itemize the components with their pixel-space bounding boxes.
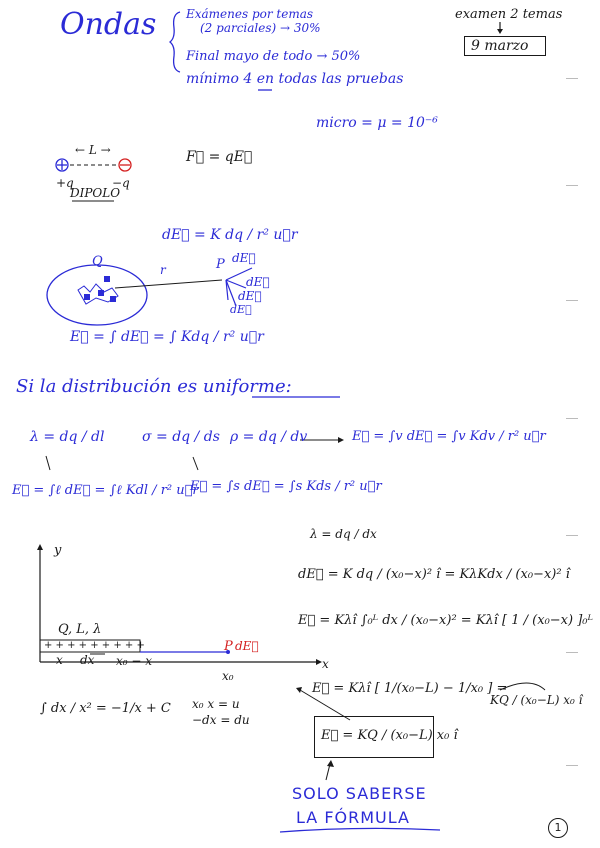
note-line-1: SOLO SABERSE	[292, 784, 427, 803]
point-label: P	[216, 257, 225, 272]
x-axis-label: x	[322, 657, 329, 671]
note-line-2: LA FÓRMULA	[296, 808, 410, 827]
margin-mark	[566, 78, 578, 79]
margin-mark	[566, 535, 578, 536]
dipole-length: ← L →	[75, 143, 111, 157]
micro-definition: micro = μ = 10⁻⁶	[316, 115, 438, 131]
page-title: Ondas	[60, 7, 157, 42]
exam-date-box	[464, 36, 546, 56]
rod-x0: x₀	[222, 669, 234, 683]
rho-definition: ρ = dq / dv	[230, 429, 308, 445]
rod-de: dE⃗	[235, 639, 259, 653]
charge-label: Q	[92, 254, 103, 269]
e-equation: E⃗ = Kλî ∫₀ᴸ dx / (x₀−x)² = Kλî [ 1 / (x₀−x) ]₀ᴸ	[298, 613, 593, 628]
exam-line1: Exámenes por temas	[186, 7, 314, 21]
page-number: 1	[548, 818, 568, 838]
rod-charges: + + + + + + + + +	[44, 640, 145, 651]
e-surface: E⃗ = ∫s dE⃗ = ∫s Kds / r² u⃗r	[190, 479, 382, 494]
lambda-definition: λ = dq / dl	[30, 429, 105, 445]
e-volume: E⃗ = ∫v dE⃗ = ∫v Kdv / r² u⃗r	[352, 429, 546, 444]
e-result-right: KQ / (x₀−L) x₀ î	[490, 693, 583, 707]
integral-hint: ∫ dx / x² = −1/x + C	[40, 701, 171, 716]
rod-point: P	[224, 639, 233, 654]
margin-mark	[566, 765, 578, 766]
substitution-1: x₀ x = u	[192, 697, 240, 711]
exam-line2: (2 parciales) → 30%	[200, 21, 321, 35]
boxed-formula	[314, 716, 458, 758]
r-label: r	[160, 263, 166, 277]
de-formula: dE⃗ = K dq / r² u⃗r	[162, 227, 298, 243]
dipole-label: DIPOLO	[70, 186, 121, 200]
uniform-heading: Si la distribución es uniforme:	[16, 376, 292, 397]
rod-dx-label: dx	[80, 653, 95, 667]
force-formula: F⃗ = qE⃗	[186, 149, 253, 165]
final-line: Final mayo de todo → 50%	[186, 49, 361, 64]
exam-date: 9 marzo	[471, 38, 529, 54]
sigma-definition: σ = dq / ds	[142, 429, 220, 445]
dipole-plus-charge: +q	[56, 176, 74, 190]
margin-mark	[566, 652, 578, 653]
margin-mark	[566, 185, 578, 186]
margin-mark	[566, 300, 578, 301]
de-label-3: dE⃗	[238, 289, 262, 303]
rod-x-label: x	[56, 653, 63, 667]
boxed-formula-text: E⃗ = KQ / (x₀−L) x₀ î	[321, 728, 458, 743]
e-line: E⃗ = ∫ℓ dE⃗ = ∫ℓ Kdl / r² u⃗r	[12, 483, 199, 498]
de-label-2: dE⃗	[246, 275, 270, 289]
y-axis-label: y	[54, 543, 62, 558]
e-integral: E⃗ = ∫ dE⃗ = ∫ Kdq / r² u⃗r	[70, 329, 264, 345]
dipole-minus-charge: −q	[112, 176, 130, 190]
de-label-4: dE⃗	[230, 303, 252, 316]
e-result-step: E⃗ = Kλî [ 1/(x₀−L) − 1/x₀ ] =	[312, 681, 508, 696]
margin-mark	[566, 418, 578, 419]
de-label-1: dE⃗	[232, 251, 256, 265]
lambda-dx: λ = dq / dx	[310, 527, 377, 541]
rod-x0-minus-x: x₀ − x	[116, 654, 153, 668]
de-equation: dE⃗ = K dq / (x₀−x)² î = KλKdx / (x₀−x)² î	[298, 567, 570, 582]
substitution-2: −dx = du	[192, 713, 250, 727]
rod-params: Q, L, λ	[58, 622, 102, 637]
minimum-line: mínimo 4 en todas las pruebas	[186, 71, 404, 87]
exam-note: examen 2 temas	[455, 7, 563, 22]
